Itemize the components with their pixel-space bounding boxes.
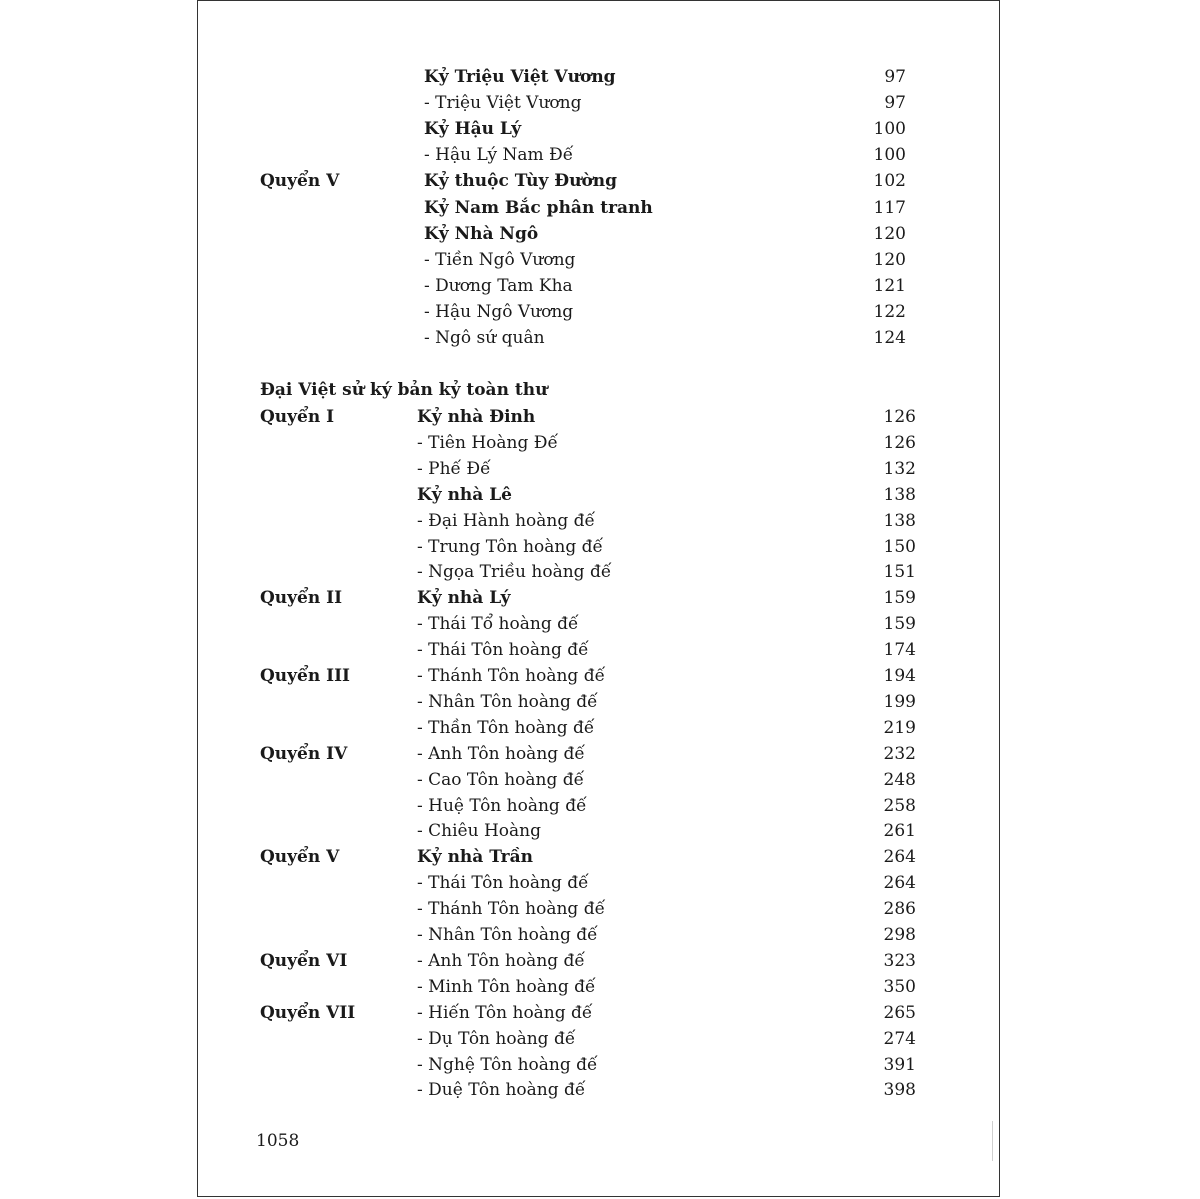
toc-row (198, 896, 999, 922)
entry-title: - Hiến Tôn hoàng đế (417, 1002, 593, 1023)
entry-title: - Đại Hành hoàng đế (417, 510, 596, 531)
entry-page-number: 391 (883, 1054, 916, 1075)
entry-page-number: 159 (883, 614, 916, 635)
entry-title: - Ngọa Triều hoàng đế (417, 562, 612, 583)
entry-page-number: 194 (883, 666, 916, 686)
entry-title: - Dụ Tôn hoàng đế (417, 1028, 576, 1049)
entry-page-number: 258 (883, 795, 916, 816)
entry-title: Kỷ Triệu Việt Vương (424, 67, 616, 87)
entry-page-number: 264 (883, 873, 916, 894)
volume-label: Quyển II (260, 588, 343, 609)
entry-title: - Thái Tôn hoàng đế (417, 873, 589, 894)
entry-title: Kỷ Nhà Ngô (424, 223, 539, 244)
entry-title: - Chiêu Hoàng (417, 821, 541, 842)
toc-row (198, 663, 999, 689)
entry-title: Kỷ Nam Bắc phân tranh (424, 197, 653, 218)
toc-row (198, 1000, 999, 1026)
toc-row (198, 793, 999, 819)
entry-title: - Ngô sứ quân (424, 328, 545, 348)
toc-row (198, 534, 999, 560)
toc-row (198, 870, 999, 896)
entry-title: - Nghệ Tôn hoàng đế (417, 1054, 598, 1075)
book-page (197, 0, 1000, 1197)
toc-row (198, 585, 999, 611)
toc-row (198, 559, 999, 585)
entry-title: - Nhân Tôn hoàng đế (417, 691, 598, 712)
toc-row (198, 299, 999, 325)
entry-page-number: 100 (873, 145, 906, 166)
toc-row (198, 715, 999, 741)
entry-page-number: 122 (873, 301, 906, 322)
toc-row (198, 456, 999, 482)
entry-page-number: 274 (883, 1028, 916, 1049)
entry-page-number: 120 (873, 223, 906, 244)
entry-page-number: 102 (873, 171, 906, 192)
volume-label: Quyển I (260, 407, 335, 427)
toc-row (198, 142, 999, 168)
volume-label: Quyển VII (260, 1002, 356, 1023)
toc-row (198, 64, 999, 90)
entry-page-number: 261 (883, 821, 916, 842)
toc-row (198, 221, 999, 247)
entry-title: - Phế Đế (417, 458, 491, 479)
entry-page-number: 126 (883, 432, 916, 453)
entry-page-number: 150 (883, 536, 916, 557)
volume-label: Quyển IV (260, 743, 348, 764)
toc-row (198, 430, 999, 456)
entry-title: - Duệ Tôn hoàng đế (417, 1080, 586, 1101)
entry-title: - Thái Tôn hoàng đế (417, 640, 589, 661)
entry-page-number: 151 (883, 562, 916, 583)
toc-row (198, 922, 999, 948)
toc-row (198, 90, 999, 116)
toc-row (198, 404, 999, 430)
toc-row (198, 844, 999, 870)
entry-title: - Anh Tôn hoàng đế (417, 950, 585, 971)
entry-page-number: 120 (873, 249, 906, 270)
entry-page-number: 265 (883, 1002, 916, 1023)
entry-page-number: 126 (883, 407, 916, 427)
entry-title: - Huệ Tôn hoàng đế (417, 795, 587, 816)
entry-page-number: 132 (883, 458, 916, 479)
toc-row (198, 325, 999, 351)
entry-page-number: 117 (873, 197, 906, 218)
entry-title: - Cao Tôn hoàng đế (417, 769, 585, 790)
toc-row (198, 116, 999, 142)
entry-page-number: 398 (883, 1080, 916, 1101)
entry-title: Kỷ nhà Đinh (417, 407, 536, 427)
toc-row (198, 611, 999, 637)
entry-title: Kỷ nhà Lê (417, 484, 512, 505)
entry-title: - Triệu Việt Vương (424, 93, 582, 114)
toc-row (198, 195, 999, 221)
entry-page-number: 350 (883, 976, 916, 997)
entry-page-number: 248 (883, 769, 916, 790)
entry-title: - Trung Tôn hoàng đế (417, 536, 603, 557)
entry-page-number: 323 (883, 950, 916, 971)
section-heading: Đại Việt sử ký bản kỷ toàn thư (260, 380, 548, 400)
entry-title: - Hậu Lý Nam Đế (424, 145, 574, 166)
toc-row (198, 741, 999, 767)
volume-label: Quyển V (260, 847, 340, 868)
toc-row (198, 1052, 999, 1078)
entry-page-number: 232 (883, 743, 916, 764)
entry-title: - Nhân Tôn hoàng đế (417, 925, 598, 945)
toc-row (198, 168, 999, 194)
toc-row (198, 482, 999, 508)
toc-row (198, 948, 999, 974)
entry-page-number: 124 (873, 328, 906, 348)
entry-page-number: 298 (883, 925, 916, 945)
toc-row (198, 1077, 999, 1103)
toc-row (198, 273, 999, 299)
entry-title: Kỷ thuộc Tùy Đường (424, 171, 618, 192)
entry-title: Kỷ nhà Trần (417, 847, 533, 868)
entry-page-number: 97 (884, 67, 906, 87)
entry-page-number: 264 (883, 847, 916, 868)
entry-title: - Dương Tam Kha (424, 275, 573, 296)
entry-page-number: 100 (873, 119, 906, 140)
page-number: 1058 (256, 1131, 300, 1151)
toc-row (198, 637, 999, 663)
entry-page-number: 219 (883, 717, 916, 738)
volume-label: Quyển III (260, 666, 350, 686)
entry-title: Kỷ Hậu Lý (424, 119, 522, 140)
entry-title: - Minh Tôn hoàng đế (417, 976, 596, 997)
entry-title: - Thánh Tôn hoàng đế (417, 899, 606, 920)
entry-title: - Hậu Ngô Vương (424, 301, 574, 322)
volume-label: Quyển VI (260, 950, 348, 971)
entry-page-number: 199 (883, 691, 916, 712)
entry-page-number: 286 (883, 899, 916, 920)
toc-row (198, 974, 999, 1000)
toc-row (198, 767, 999, 793)
scan-mark (992, 1121, 993, 1161)
entry-page-number: 138 (883, 484, 916, 505)
entry-page-number: 159 (883, 588, 916, 609)
entry-title: Kỷ nhà Lý (417, 588, 511, 609)
entry-title: - Anh Tôn hoàng đế (417, 743, 585, 764)
entry-page-number: 121 (873, 275, 906, 296)
toc-row (198, 1026, 999, 1052)
toc-row (198, 689, 999, 715)
entry-title: - Tiền Ngô Vương (424, 249, 576, 270)
entry-page-number: 174 (883, 640, 916, 661)
entry-page-number: 97 (884, 93, 906, 114)
entry-title: - Thần Tôn hoàng đế (417, 717, 595, 738)
entry-title: - Thánh Tôn hoàng đế (417, 666, 606, 686)
entry-title: - Tiên Hoàng Đế (417, 432, 558, 453)
entry-title: - Thái Tổ hoàng đế (417, 614, 579, 635)
toc-row (198, 818, 999, 844)
toc-row (198, 508, 999, 534)
toc-row (198, 247, 999, 273)
entry-page-number: 138 (883, 510, 916, 531)
volume-label: Quyển V (260, 171, 340, 192)
